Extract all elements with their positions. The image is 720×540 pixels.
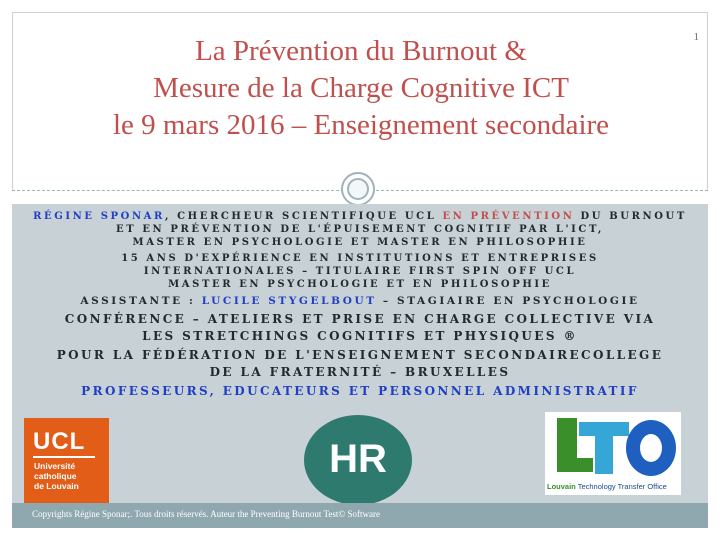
lto-caption-bold: Louvain: [547, 482, 576, 491]
conference-line-1: CONFÉRENCE – ATELIERS ET PRISE EN CHARGE COLLECTIVE VIA: [64, 312, 656, 326]
federation-line-2: DE LA FRATERNITÉ – BRUXELLES: [209, 365, 511, 379]
presenter-accent: EN PRÉVENTION: [442, 211, 575, 222]
copyright-text: Copyrights Régine Sponar;. Tous droits réservés. Auteur the Preventing Burnout Test© Software: [32, 509, 380, 519]
ucl-name-line-3: de Louvain: [34, 481, 79, 491]
hr-logo: [304, 415, 412, 505]
assistant-suffix: – STAGIAIRE EN PSYCHOLOGIE: [376, 295, 640, 307]
federation-line-1: POUR LA FÉDÉRATION DE L'ENSEIGNEMENT SECONDAIRECOLLEGE: [56, 348, 664, 362]
ring-ornament-icon: [341, 172, 375, 206]
hr-logo-text: HR: [329, 437, 387, 481]
title-line-2: Mesure de la Charge Cognitive ICT: [153, 72, 569, 104]
presenter-degrees: MASTER EN PSYCHOLOGIE ET MASTER EN PHILOSOPHIE: [132, 237, 588, 248]
conference-line-2: LES STRETCHINGS COGNITIFS ET PHYSIQUES ®: [142, 329, 578, 343]
lto-caption-rest: Technology Transfer Office: [575, 482, 667, 491]
ucl-rule: [33, 456, 95, 458]
ucl-name-line-1: Université: [34, 461, 76, 471]
experience-line-2: INTERNATIONALES – TITULAIRE FIRST SPIN OFF UCL: [143, 266, 577, 277]
body-text: [22, 210, 698, 400]
degrees-line-2: MASTER EN PSYCHOLOGIE ET EN PHILOSOPHIE: [168, 279, 552, 290]
assistant-prefix: ASSISTANTE :: [80, 295, 202, 307]
title-area: [12, 12, 708, 190]
footer-bar: [12, 503, 708, 528]
audience-line: PROFESSEURS, EDUCATEURS ET PERSONNEL ADMINISTRATIF: [81, 384, 639, 398]
slide-title: [43, 33, 679, 144]
presenter-role-a: , CHERCHEUR SCIENTIFIQUE UCL: [164, 211, 443, 222]
ucl-logo: [24, 418, 109, 503]
presenter-line-1: [22, 210, 698, 236]
title-line-1: La Prévention du Burnout &: [195, 35, 527, 67]
page-number: 1: [693, 31, 699, 43]
ucl-name-line-2: catholique: [34, 471, 77, 481]
ucl-abbrev: UCL: [33, 428, 86, 455]
experience-line-1: 15 ANS D'EXPÉRIENCE EN INSTITUTIONS ET ENTREPRISES: [121, 253, 599, 264]
lto-caption: [547, 482, 679, 491]
title-line-3: le 9 mars 2016 – Enseignement secondaire: [112, 109, 610, 141]
assistant-name: LUCILE STYGELBOUT: [201, 295, 377, 307]
ucl-name: [34, 461, 79, 491]
lto-letters-icon: [545, 412, 681, 482]
presenter-role-b: DU BURNOUT ET EN PRÉVENTION DE L'ÉPUISEMENT COGNITIF PAR L'ICT,: [115, 211, 687, 235]
lto-logo: [545, 412, 681, 495]
presenter-name: RÉGINE SPONAR: [33, 211, 165, 222]
assistant-line: [22, 293, 698, 309]
ring-inner: [347, 178, 369, 200]
